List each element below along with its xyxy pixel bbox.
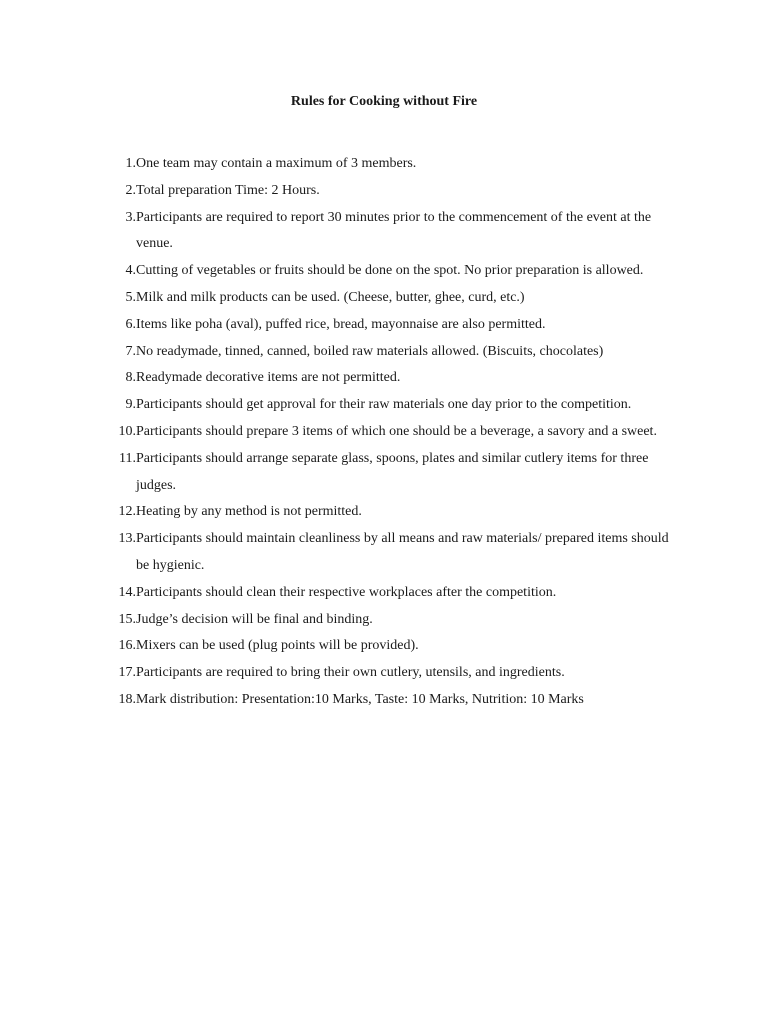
list-item-text: Judge’s decision will be final and binding. (136, 611, 373, 627)
list-item-text: Mixers can be used (plug points will be provided). (136, 638, 419, 654)
document-title: Rules for Cooking without Fire (290, 94, 478, 109)
list-item-number: 12. (118, 504, 136, 520)
list-item-number: 9. (125, 397, 136, 413)
list-item (100, 687, 680, 714)
list-item (100, 580, 680, 607)
list-item-number: 11. (119, 450, 136, 466)
list-item-number: 8. (125, 370, 136, 386)
list-item-number: 16. (118, 638, 136, 654)
list-item (100, 660, 680, 687)
list-item-number: 10. (118, 423, 136, 439)
list-item (100, 499, 680, 526)
list-item-number: 5. (125, 289, 136, 305)
list-item-number: 13. (118, 531, 136, 547)
list-item (100, 526, 680, 580)
list-item-text: Participants should prepare 3 items of which one should be a beverage, a savory and a sweet. (136, 423, 657, 439)
list-item (100, 178, 680, 205)
list-item-text: One team may contain a maximum of 3 members. (136, 156, 417, 171)
list-item (100, 151, 680, 178)
list-item-text: Participants are required to bring their own cutlery, utensils, and ingredients. (136, 665, 565, 681)
list-item-number: 6. (125, 316, 136, 332)
list-item-text: Total preparation Time: 2 Hours. (136, 182, 320, 198)
list-item (100, 205, 680, 259)
list-item-number: 14. (118, 584, 136, 600)
list-item-text: Items like poha (aval), puffed rice, bread, mayonnaise are also permitted. (136, 316, 546, 332)
list-item-text: Heating by any method is not permitted. (136, 504, 362, 520)
list-item (100, 392, 680, 419)
list-item-number: 15. (118, 611, 136, 627)
list-item-number: 17. (118, 665, 136, 681)
list-item (100, 312, 680, 339)
list-item-text: Milk and milk products can be used. (Cheese, butter, ghee, curd, etc.) (136, 289, 525, 305)
list-item-text: Participants should clean their respective workplaces after the competition. (136, 584, 557, 600)
list-item (100, 365, 680, 392)
list-item (100, 419, 680, 446)
list-item-text: No readymade, tinned, canned, boiled raw materials allowed. (Biscuits, chocolates) (136, 343, 604, 359)
list-item (100, 339, 680, 366)
list-item-number: 2. (125, 182, 136, 198)
rules-list (100, 151, 680, 714)
list-item-text: Participants should maintain cleanliness by all means and raw materials/ prepared items should be hygienic. (136, 531, 669, 573)
list-item (100, 633, 680, 660)
list-item-number: 1. (125, 156, 136, 171)
list-item-text: Mark distribution: Presentation:10 Marks, Taste: 10 Marks, Nutrition: 10 Marks (136, 691, 584, 707)
list-item-text: Participants should arrange separate glass, spoons, plates and similar cutlery items for three judges. (136, 450, 649, 493)
list-item-number: 4. (125, 263, 136, 279)
list-item-text: Participants should get approval for their raw materials one day prior to the competition. (136, 397, 632, 413)
list-item-text: Readymade decorative items are not permitted. (136, 370, 401, 386)
list-item (100, 285, 680, 312)
list-item (100, 607, 680, 634)
list-item-number: 3. (125, 209, 136, 225)
list-item-text: Participants are required to report 30 minutes prior to the commencement of the event at the venue. (136, 209, 652, 252)
list-item-number: 7. (125, 343, 136, 359)
list-item-number: 18. (118, 691, 136, 707)
list-item (100, 258, 680, 285)
list-item (100, 446, 680, 500)
list-item-text: Cutting of vegetables or fruits should be done on the spot. No prior preparation is allowed. (136, 263, 644, 279)
